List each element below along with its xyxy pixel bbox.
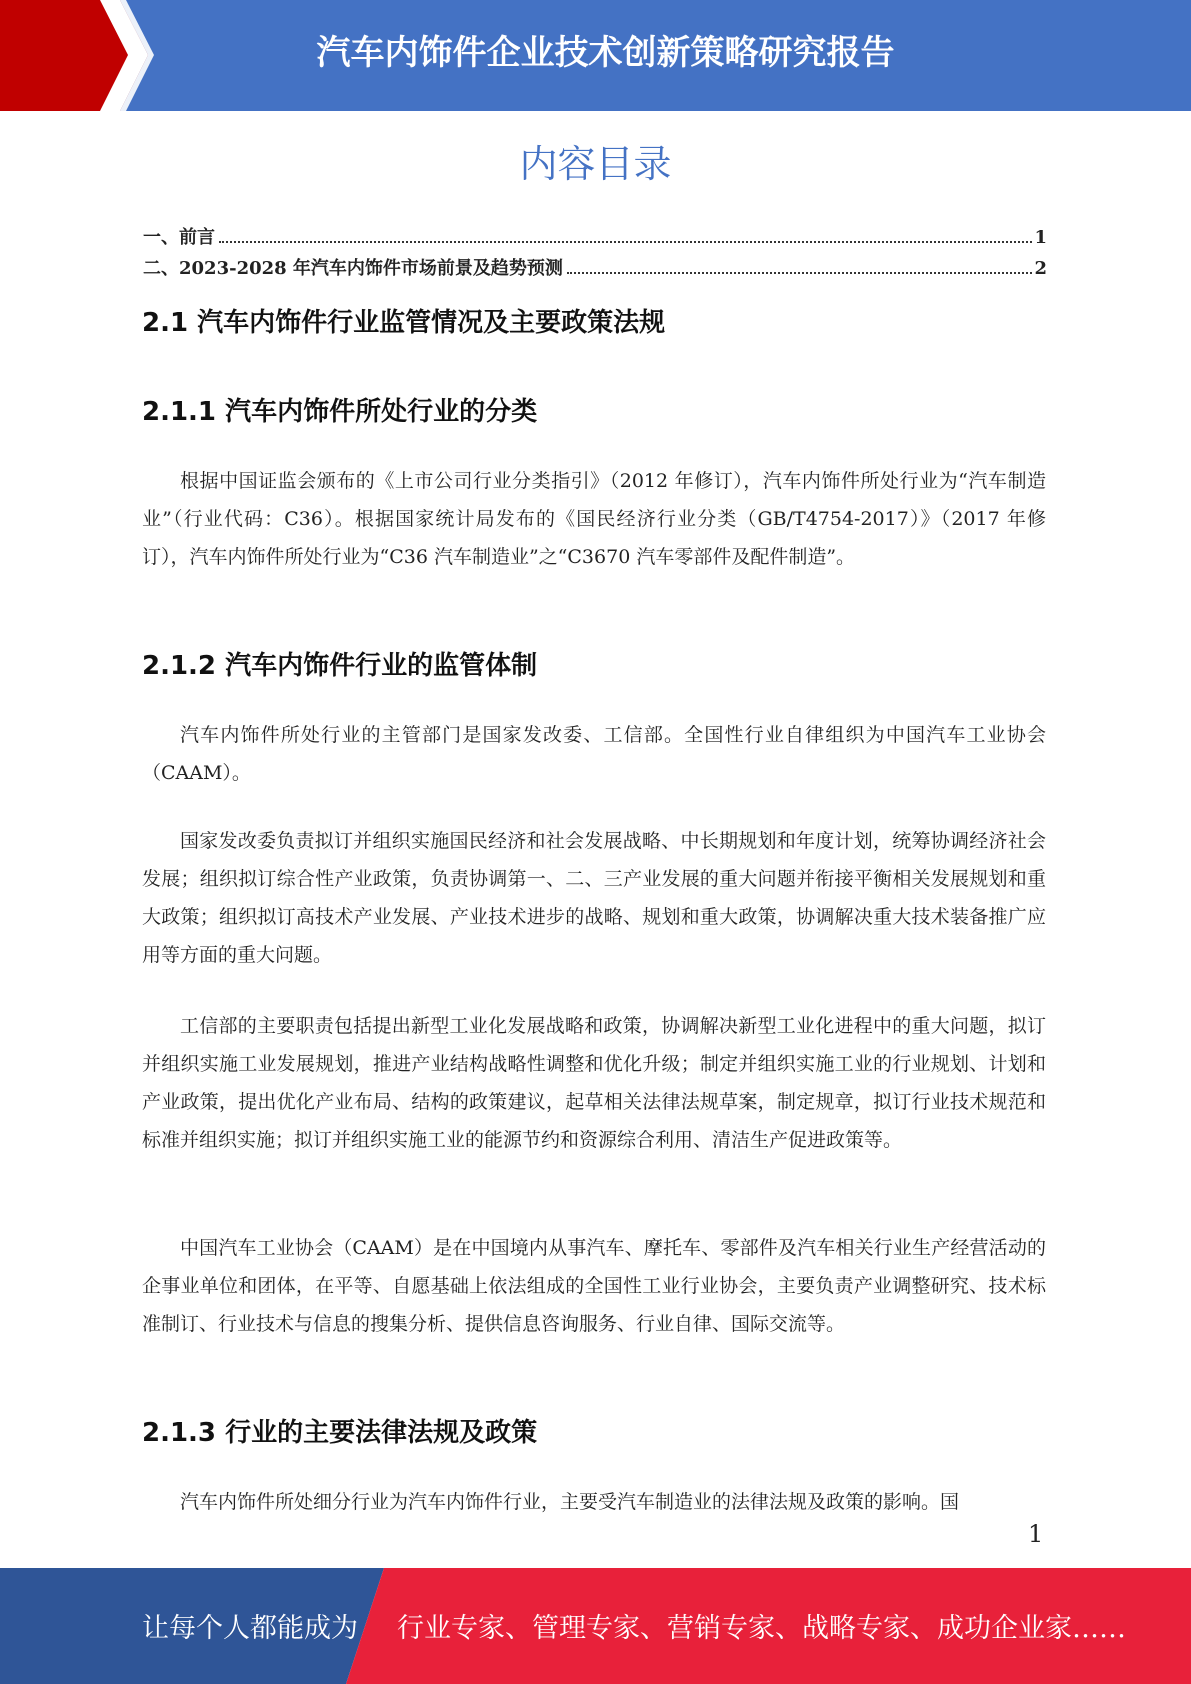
toc-entry-label: 一、前言 — [143, 227, 215, 248]
paragraph-miit-duties: 工信部的主要职责包括提出新型工业化发展战略和政策，协调解决新型工业化进程中的重大问题，拟订并组织实施工业发展规划，推进产业结构战略性调整和优化升级；制定并组织实施工业的行业规划、计划和产业政策，提出优化产业布局、结构的政策建议，起草相关法律法规草案，制定规章，拟订行业技术规范和标准并组织实施；拟订并组织实施工业的能源节约和资源综合利用、清洁生产促进政策等。 — [142, 1015, 1046, 1151]
paragraph-industry-classification: 根据中国证监会颁布的《上市公司行业分类指引》（2012 年修订），汽车内饰件所处行业为“汽车制造业”（行业代码：C36）。根据国家统计局发布的《国民经济行业分类（GB/T4754-2017）》（2017 年修订），汽车内饰件所处行业为“C36 汽车制造业”之“C3670 汽车零部件及配件制造”。 — [142, 470, 1046, 568]
toc-entry-page: 2 — [1034, 258, 1047, 279]
toc-entry[interactable] — [143, 254, 1047, 285]
toc-entry-label: 二、2023-2028 年汽车内饰件市场前景及趋势预测 — [143, 258, 563, 279]
footer-slogan-left: 让每个人都能成为 — [142, 1613, 358, 1644]
toc-title: 内容目录 — [519, 142, 672, 186]
section-heading-2-1-1: 2.1.1 汽车内饰件所处行业的分类 — [142, 397, 538, 427]
section-heading-2-1-2: 2.1.2 汽车内饰件行业的监管体制 — [142, 651, 538, 681]
section-heading-2-1: 2.1 汽车内饰件行业监管情况及主要政策法规 — [142, 308, 666, 338]
section-heading-2-1-3: 2.1.3 行业的主要法律法规及政策 — [142, 1418, 538, 1448]
toc-leader-dots — [567, 272, 1033, 274]
table-of-contents — [143, 223, 1047, 285]
header-banner — [0, 0, 1191, 111]
toc-entry-page: 1 — [1034, 227, 1047, 248]
toc-leader-dots — [219, 241, 1032, 243]
paragraph-caam: 中国汽车工业协会（CAAM）是在中国境内从事汽车、摩托车、零部件及汽车相关行业生产经营活动的企事业单位和团体，在平等、自愿基础上依法组成的全国性工业行业协会，主要负责产业调整研究、技术标准制订、行业技术与信息的搜集分析、提供信息咨询服务、行业自律、国际交流等。 — [142, 1237, 1046, 1335]
footer-slogan-right: 行业专家、管理专家、营销专家、战略专家、成功企业家…… — [397, 1613, 1126, 1644]
paragraph-regulators: 汽车内饰件所处行业的主管部门是国家发改委、工信部。全国性行业自律组织为中国汽车工业协会（CAAM）。 — [142, 724, 1046, 784]
toc-entry[interactable] — [143, 223, 1047, 254]
footer-banner — [0, 1568, 1191, 1684]
paragraph-laws-policies: 汽车内饰件所处细分行业为汽车内饰件行业，主要受汽车制造业的法律法规及政策的影响。国 — [180, 1491, 960, 1513]
report-title: 汽车内饰件企业技术创新策略研究报告 — [316, 33, 895, 73]
page-number: 1 — [1028, 1520, 1044, 1548]
paragraph-ndrc-duties: 国家发改委负责拟订并组织实施国民经济和社会发展战略、中长期规划和年度计划，统筹协调经济社会发展；组织拟订综合性产业政策，负责协调第一、二、三产业发展的重大问题并衔接平衡相关发展规划和重大政策；组织拟订高技术产业发展、产业技术进步的战略、规划和重大政策，协调解决重大技术装备推广应用等方面的重大问题。 — [142, 830, 1046, 966]
